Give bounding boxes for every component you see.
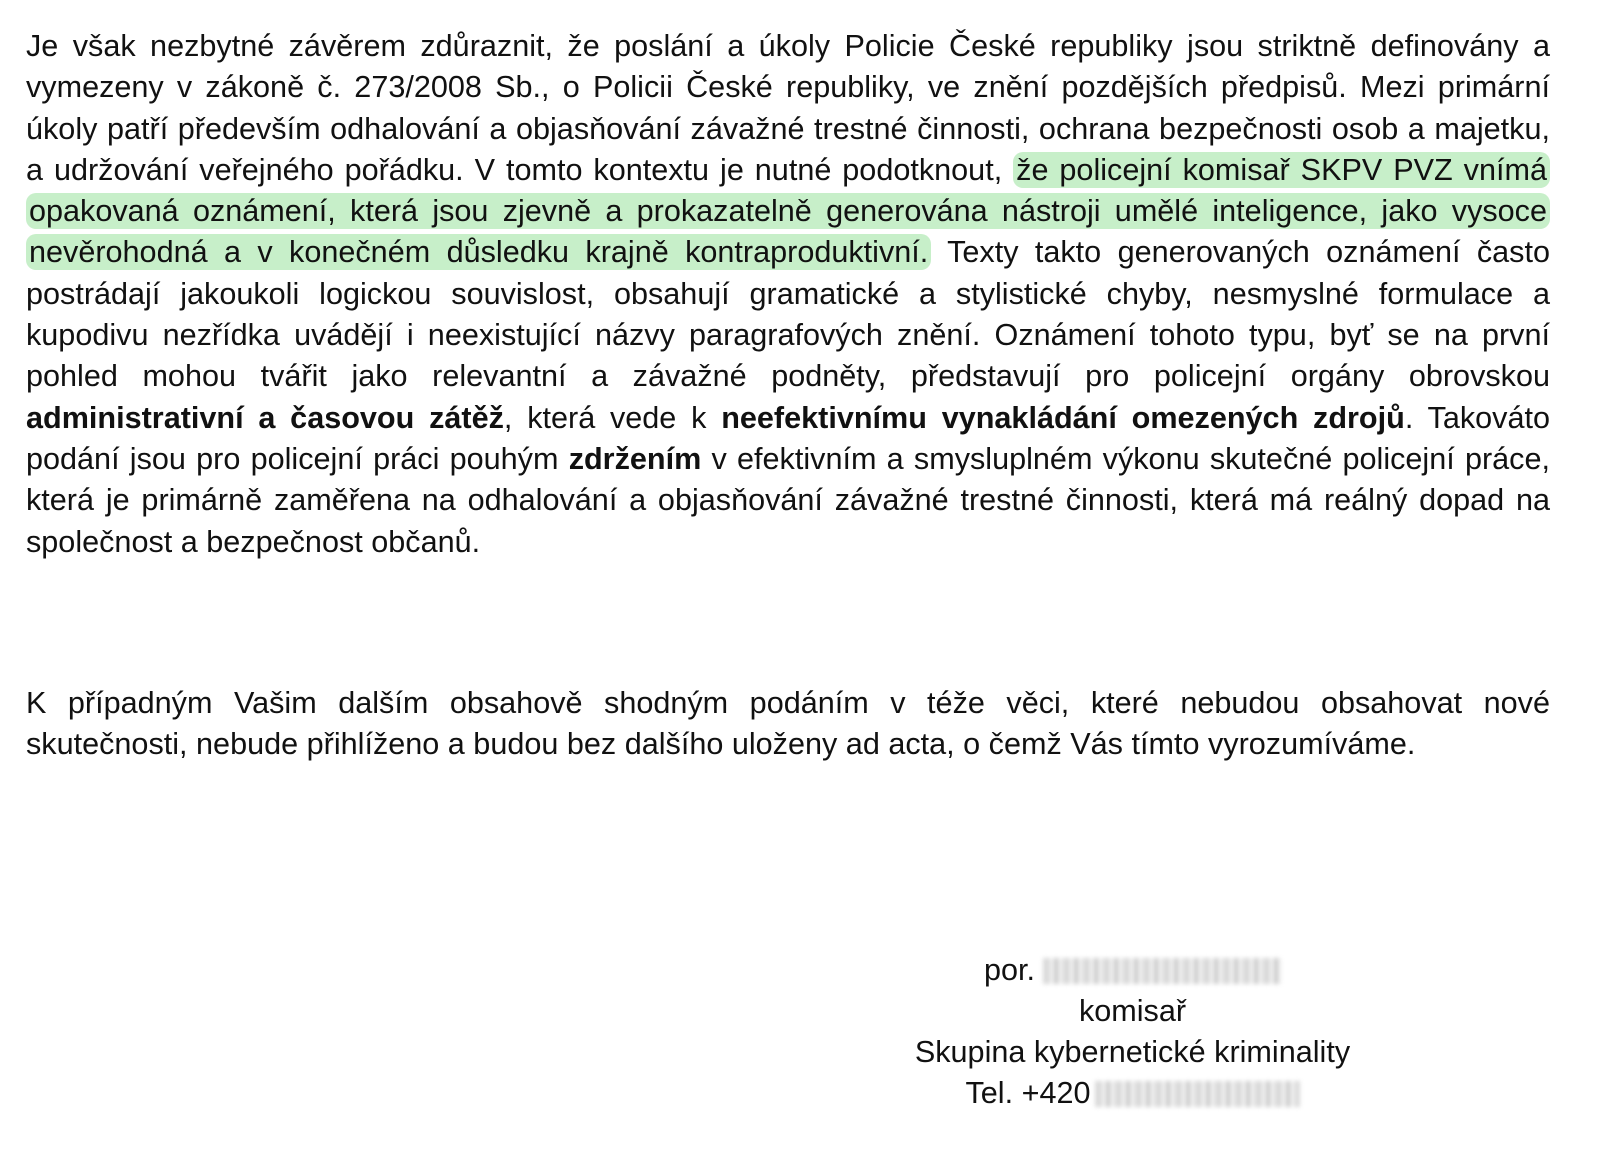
paragraph-text-2: Texty takto generovaných oznámení často postrádají jakoukoli logickou souvislost, obsahují gramatické a stylistické chyby, nesmyslné formulace a kupodivu nezřídka uvádějí i neexistující názvy paragrafových znění. Oznámení tohoto typu, byť se na první pohled mohou tvářit jako relevantní a závažné podněty, představují pro policejní orgány obrovskou	[26, 235, 1550, 394]
bold-phrase-delay: zdržením	[568, 441, 702, 476]
signature-unit: Skupina kybernetické kriminality	[914, 1035, 1351, 1069]
redacted-name	[1043, 958, 1281, 984]
signature-phone-line	[860, 1073, 1405, 1114]
highlighted-sentence: že policejní komisař SKPV PVZ vnímá opakovaná oznámení, která jsou zjevně a prokazatelně generována nástroji umělé inteligence, jako vysoce nevěrohodná a v konečném důsledku krajně kontraproduktivní.	[26, 152, 1550, 271]
signature-block	[860, 950, 1405, 1114]
signature-rank: por.	[983, 953, 1036, 987]
redacted-phone-number	[1095, 1081, 1300, 1107]
bold-phrase-inefficient-resources: neefektivnímu vynakládání omezených zdrojů	[721, 400, 1405, 435]
main-paragraph	[26, 26, 1550, 563]
signature-phone-prefix: Tel. +420	[965, 1076, 1091, 1110]
paragraph-text-3: , která vede k	[503, 400, 722, 435]
signature-name-line	[860, 950, 1405, 991]
paragraph-text-4: . Takováto podání jsou pro policejní práci pouhým	[26, 400, 1550, 476]
signature-title: komisař	[1078, 994, 1187, 1028]
closing-paragraph: K případným Vašim dalším obsahově shodným podáním v téže věci, které nebudou obsahovat nové skutečnosti, nebude přihlíženo a budou bez dalšího uloženy ad acta, o čemž Vás tímto vyrozumíváme.	[26, 686, 1550, 762]
paragraph-text-1: Je však nezbytné závěrem zdůraznit, že poslání a úkoly Policie České republiky jsou striktně definovány a vymezeny v zákoně č. 273/2008 Sb., o Policii České republiky, ve znění pozdějších předpisů. Mezi primární úkoly patří především odhalování a objasňování závažné trestné činnosti, ochrana bezpečnosti osob a majetku, a udržování veřejného pořádku. V tomto kontextu je nutné podotknout,	[26, 29, 1550, 187]
bold-phrase-administrative-burden: administrativní a časovou zátěž	[26, 400, 504, 435]
paragraph-text-5: v efektivním a smysluplném výkonu skutečné policejní práce, která je primárně zaměřena na odhalování a objasňování závažné trestné činnosti, která má reálný dopad na společnost a bezpečnost občanů.	[26, 441, 1550, 559]
